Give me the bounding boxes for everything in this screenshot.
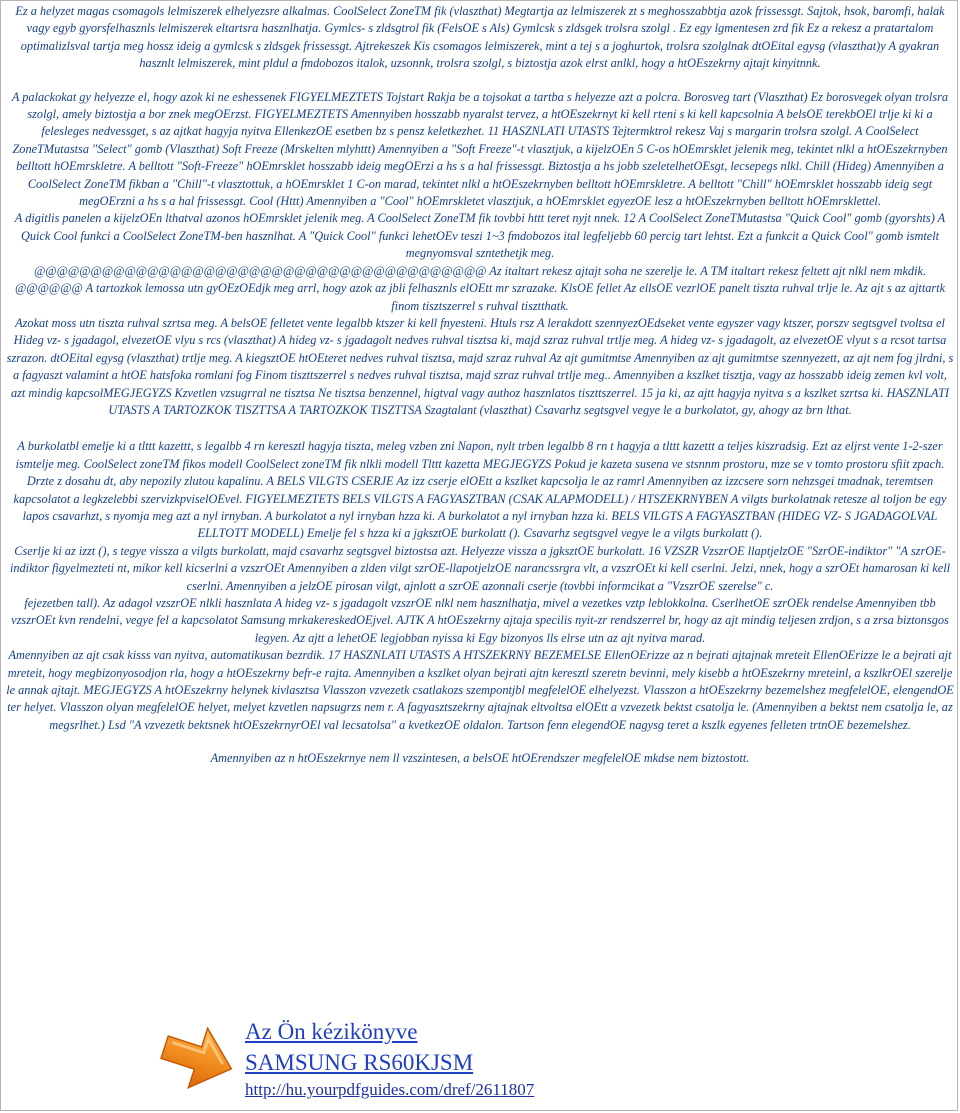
model-link[interactable]: SAMSUNG RS60KJSM [245, 1050, 474, 1075]
manual-footer [159, 1016, 619, 1108]
footer-links [245, 1016, 534, 1102]
paragraph-beverage-rack: @@@@@@@@@@@@@@@@@@@@@@@@@@@@@@@@@@@@@@@@ Az italtart rekesz ajtajt soha ne szerelje le. A TM italtart rekesz feltett ajt nlkl nem mkdik. @@@@@@ A tartozkok lemossa utn gyOEzOEdjk meg arrl, hogy azok az jbli felhasznls elOEtt mr szrazake. KlsOE fellet Az ellsOE vezrlOE panelt tiszta ruhval trlje le. Az ajt s az ajttartk finom tisztszerrel s ruhval tisztthatk. [14, 263, 946, 313]
paragraph-filter-ordering-doors: fejezetben tall). Az adagol vzszrOE nlkli hasznlata A hideg vz- s jgadagolt vzszrOE nlkl nem hasznlhatja, mivel a vezetkes vztp leblokkolna. CserlhetOE szrOEk rendelse Amennyiben tbb vzszrOEt kvn rendelni, vegye fel a kapcsolatot Samsung mrkakereskedOEjvel. AJTK A htOEszekrny ajtaja specilis nyit-zr rendszerrel br, hogy az ajt mindig teljesen zrdjon, s a zrsa biztonsgos legyen. Az ajtt a lehetOE legjobban nyissa ki Egy bizonyos lls elrse utn az ajt nyitva marad. [11, 596, 949, 645]
paragraph-quick-cool: A digitlis panelen a kijelzOEn lthatval azonos hOEmrsklet jelenik meg. A CoolSelect ZoneTM fik tovbbi httt teret nyjt nnek. 12 A CoolSelect ZoneTMutastsa "Quick Cool" gomb (gyorshts) A Quick Cool funkci a CoolSelect ZoneTM-ben hasznlhat. A "Quick Cool" funkci lehetOEv teszi 1~3 fmdobozos ital legfeljebb 60 percig tart lehtst. Ezt a funkcit a Quick Cool" gomb ismtelt megnyomsval szntethetjk meg. [14, 211, 946, 261]
guide-url-link[interactable]: http://hu.yourpdfguides.com/dref/2611807 [245, 1080, 535, 1099]
paragraph-water-filter: Cserlje ki az izzt (), s tegye vissza a vilgts burkolatt, majd csavarhz segtsgvel biztostsa azt. Helyezze vissza a jgksztOE burkolatt. 16 VZSZR VzszrOE llaptjelzOE "SzrOE-indiktor" "A szrOE-indiktor figyelmezteti nt, mikor kell kicserlni a vzszrOEt Amennyiben a zlden vilgt szrOE-llapotjelzOE narancssrgra vlt, a vzszrOEt ki kell cserlni. Jelzi, nnek, hogy a szrOEt hamarosan ki kell cserlni. Amennyiben a jelzOE pirosan vilgt, ajnlott a szrOE azonnali cserje (tovbbi informcikat a "VzszrOE szerelse" c. [9, 543, 951, 593]
manual-link[interactable]: Az Ön kézikönyve [245, 1019, 418, 1044]
paragraph-installation: Amennyiben az ajt csak kisss van nyitva, automatikusan bezrdik. 17 HASZNLATI UTASTS A HTSZEKRNY BEZEMELSE EllenOErizze az n bejrati ajtajnak mreteit EllenOErizze le a bejrati ajt mreteit, hogy megbizonyosodjon rla, hogy a htOEszekrny befr-e rajta. Amennyiben a kszlket olyan bejrati ajtn keresztl szeretn bevinni, mely kisebb a htOEszekrny mreteinl, a kszlkrOEl szerelje le annak ajtajt. MEGJEGYZS A htOEszekrny helynek kivlasztsa Vlasszon vzvezetk csatlakozs szempontjbl megfelelOE elhelyezst. Vlasszon a htOEszekrny bezemelshez megfelelOE, elengendOE ter helyet. Vlasszon olyan megfelelOE helyet, melyet kzvetlen napsugrzs nem r. A fagyasztszekrny ajtajnak eltvoltsa elOEtt a vzvezetk bektst csatolja le. (Amennyiben a bektst nem csatolja le, az megsrlhet.) Lsd "A vzvezetk bektsnek htOEszekrnyrOEl val lecsatolsa" a kvetkezOE oldalon. Tartson fenn elegendOE nagysg teret a kszlk egyenes felleten trtnOE bezemelshez. [6, 648, 954, 732]
paragraph-storage-compartments: Ez a helyzet magas csomagols lelmiszerek elhelyezsre alkalmas. CoolSelect ZoneTM fik (vlaszthat) Megtartja az lelmiszerek zt s meghosszabbtja azok frissessgt. Sajtok, hsok, baromfi, halak vagy egyb gyorsfelhasznls lelmiszerek eltartsra hasznlhatja. Gymlcs- s zldsgtrol fik (FelsOE s Als) Gymlcsk s zldsgek trolsra szolgl . Ez egy lgmentesen zrd fik Ez a rekesz a pratartalom optimalizlsval tartja meg hossz ideig a gymlcsk s zldsgek frissessgt. Ajtrekeszek Kis csomagos lelmiszerek, mint a tej s a joghurtok, trolsra szolglnak dtOEital egysg (vlaszthat)y A gyakran hasznlt lelmiszerek, mint pldul a fmdobozos italok, uzsonnk, trolsra szolgl, s biztostja azok elrst anlkl, hogy a htOEszekrny ajtajt kinyitnnk. [15, 4, 945, 71]
paragraph-deodorizer-lighting: A burkolatbl emelje ki a tlttt kazettt, s legalbb 4 rn keresztl hagyja tiszta, meleg vzben zni Napon, nylt trben legalbb 8 rn t hagyja a tlttt kazettt a teljes kiszradsig. Ezt az eljrst vente 1-2-szer ismtelje meg. CoolSelect zoneTM fikos modell CoolSelect zoneTM fik nlkli modell Tlttt kazetta MEGJEGYZS Pokud je kazeta susena ve stsnnm prostoru, mze se v tomto prostoru sfiit zpach. Drzte z dosahu dt, aby nepozily zlutou kapalinu. A BELS VILGTS CSERJE Az izz cserje elOEtt a kszlket kapcsolja le az ramrl Amennyiben az izzcsere sorn nehzsgei tmadnak, teremtsen kapcsolatot a legkzelebbi szervizkpviselOEvel. FIGYELMEZTETS BELS VILGTS A FAGYASZTBAN (CSAK ALAPMODELL) / HTSZEKRNYBEN A vilgts burkolatnak retesze al toljon be egy lapos csavarhzt, s nyomja meg azt a nyl irnyban. A burkolatot a nyl irnyban hzza ki. A burkolatot a nyl irnyban hzza ki. BELS VILGTS A FAGYASZTBAN (HIDEG VZ- S JGADAGOLVAL ELLTOTT MODELL) Emelje fel s hzza ki a jgksztOE burkolatt (). Csavarhz segtsgvel vegye le a vilgts burkolatt (). [13, 439, 947, 541]
paragraph-cleaning: Azokat moss utn tiszta ruhval szrtsa meg. A belsOE felletet vente legalbb ktszer ki kell fnyesteni. Htuls rsz A lerakdott szennyezOEdseket vente egyszer vagy ktszer, porszv segtsgvel tvoltsa el Hideg vz- s jgadagol, elvezetOE vlyu s rcs (vlaszthat) A hideg vz- s jgadagolt nedves ruhval tisztsa ki, majd szraz ruhval trtlje meg. A hideg vz- s jgadagolt, az elvezetOE vlyut s a rcsot tartsa szrazon. dtOEital egysg (vlaszthat) trtlje meg. A kiegsztOE htOEteret nedves ruhval tisztsa, majd szraz ruhval Az ajt gumitmtse Amennyiben az ajt gumitmtse szennyezett, az ajt nem fog jlrdni, s a fagyaszt valamint a htOE hatsfoka romlani fog Finom tiszttszerrel s nedves ruhval tisztsa, majd szraz ruhval trtlje meg.. Amennyiben a kszlket tisztja, vagy az hosszabb ideig zemen kvl volt, azt mindig kapcsolMEGJEGYZS Kzvetlen vzsugrral ne tisztsa Ne tisztsa benzennel, higtval vagy authoz hasznlatos tiszttszerrel. 15 ja ki, az ajtt hagyja nyitva s a kszlket szrtsa ki. HASZNLATI UTASTS A TARTOZKOK TISZTTSA A TARTOZKOK TISZTTSA Szagtalant (vlaszthat) Csavarhz segtsgvel vegye le a burkolatot, gy, ahogy az brn lthat. [6, 315, 954, 417]
manual-body-text [5, 3, 955, 768]
orange-arrow-icon [159, 1018, 237, 1098]
paragraph-leveling: Amennyiben az n htOEszekrnye nem ll vzszintesen, a belsOE htOErendszer megfelelOE mkdse nem biztostott. [210, 751, 750, 766]
paragraph-coolselect-zone: A palackokat gy helyezze el, hogy azok ki ne eshessenek FIGYELMEZTETS Tojstart Rakja be a tojsokat a tartba s helyezze azt a polcra. Borosveg tart (Vlaszthat) Ez borosvegek olyan trolsra szolgl, amely biztostja a bor znek megOErzst. FIGYELMEZTETS Amennyiben hosszabb nyaralst tervez, a htOEszekrnyt ki kell rteni s ki kell kapcsolnia A belsOE terekbOEl trlje ki ki a felesleges nedvessget, s az ajtkat hagyja nyitva EllenkezOE esetben bz s pensz keletkezhet. 11 HASZNLATI UTASTS Tejtermktrol rekesz Vaj s margarin trolsra szolgl. A CoolSelect ZoneTMutastsa "Select" gomb (Vlaszthat) Soft Freeze (Mrskelten mlyhttt) Amennyiben a "Soft Freeze"-t vlasztjuk, a kijelzOEn 5 C-os hOEmrsklet jelenik meg, tekintet nlkl a htOEszekrnyben belltott hOEmrskletre. A belltott "Soft-Freeze" hOEmrsklet hosszabb ideig megOErzi a hs s a hal frissessgt. Biztostja a hs jobb szeletelhetOEsgt, lecsepegs nlkl. Chill (Hideg) Amennyiben a CoolSelect ZoneTM fikban a "Chill"-t vlasztottuk, a hOEmrsklet 1 C-on marad, tekintet nlkl a htOEszekrnyben belltott hOEmrskletre. A belltott "Chill" hOEmrsklet hosszabb ideig segt megOErzni a hs s a hal frissessgt. Cool (Httt) Amennyiben a "Cool" hOEmrskletet vlasztjuk, a hOEmrsklet egyezOE lesz a htOEszekrnyben belltott hOEmrsklettel. [11, 89, 949, 209]
